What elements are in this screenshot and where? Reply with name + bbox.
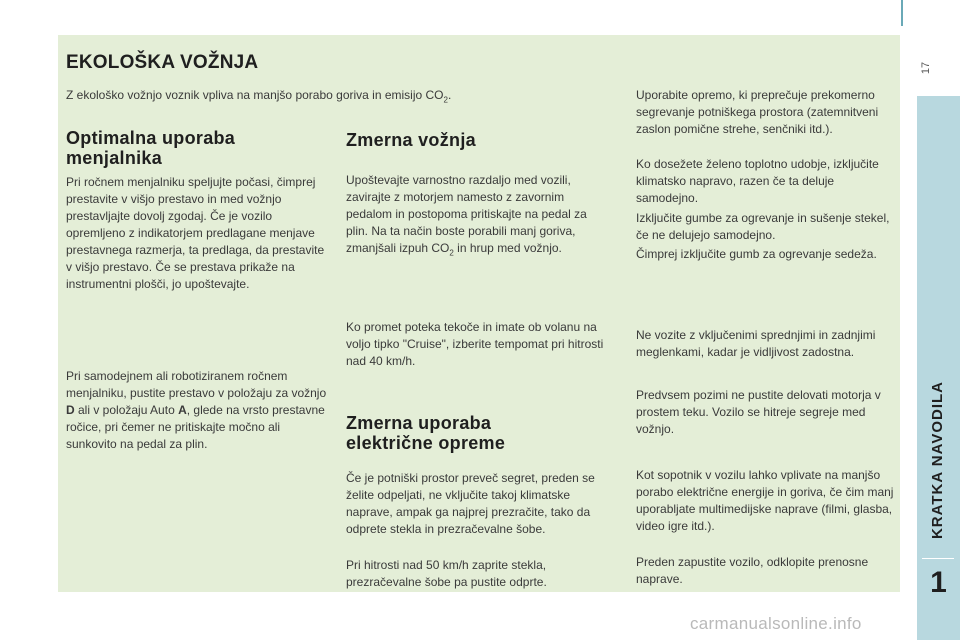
defrost-paragraph: Izključite gumbe za ogrevanje in sušenje stekel, če ne delujejo samodejno. — [636, 211, 890, 242]
moderate-driving-subscript: 2 — [449, 248, 454, 258]
portable-devices-paragraph: Preden zapustite vozilo, odklopite prenosne naprave. — [636, 555, 869, 586]
chapter-number: 1 — [930, 566, 947, 599]
gearbox-manual-paragraph: Pri ročnem menjalniku speljujte počasi, čimprej prestavite v višjo prestavo in med vožnjo prestavljajte dovolj zgodaj. Če je vozilo opremljeno z indikatorjem predlagane menjave prestavnega razmerja, ta predlaga, da prestavite v višjo prestavo. Če se prestava prikaže na instrumentni plošči, jo upoštevajte. — [66, 175, 325, 291]
fog-lights-paragraph: Ne vozite z vključenimi sprednjimi in zadnjimi meglenkami, kadar je vidljivost zadostna. — [636, 328, 876, 359]
intro-text — [66, 87, 586, 104]
sidebar-divider — [922, 558, 954, 559]
idle-paragraph: Predvsem pozimi ne pustite delovati motorja v prostem teku. Vozilo se hitreje segreje med vožnjo. — [636, 388, 881, 436]
gearbox-auto-text-e: , glede na vrsto prestavne ročice, pri čemer ne pritiskajte močno ali sunkovito na pedal za plin. — [66, 403, 325, 451]
heading-gearbox-line1: Optimalna uporaba — [66, 128, 236, 148]
multimedia-paragraph: Kot sopotnik v vozilu lahko vplivate na manjšo porabo električne energije in goriva, če čim manj uporabljate multimedijske naprave (filmi, glasba, video igre itd.). — [636, 468, 894, 533]
ventilation-paragraph: Če je potniški prostor preveč segret, preden se želite odpeljati, ne vključite takoj klimatske naprave, ampak ga najprej prezračite, tako da odprete stekla in prezračevalne šobe. — [346, 471, 595, 536]
gearbox-auto-text-c: ali v položaju Auto — [74, 403, 179, 417]
climate-off-paragraph: Ko dosežete želeno toplotno udobje, izključite klimatsko napravo, razen če ta deluje samodejno. — [636, 157, 879, 205]
intro-text-tail: . — [447, 88, 452, 102]
windows-paragraph: Pri hitrosti nad 50 km/h zaprite stekla, prezračevalne šobe pa pustite odprte. — [346, 558, 547, 589]
heading-gearbox-line2: menjalnika — [66, 148, 163, 168]
page-number: 17 — [920, 61, 932, 75]
top-accent-line — [901, 0, 903, 26]
intro-text-main: Z ekološko vožnjo voznik vpliva na manjšo porabo goriva in emisijo CO — [66, 88, 444, 102]
moderate-driving-paragraph — [346, 172, 608, 257]
seat-heating-paragraph: Čimprej izključite gumb za ogrevanje sedeža. — [636, 247, 877, 261]
intro-subscript: 2 — [443, 95, 448, 105]
cruise-paragraph: Ko promet poteka tekoče in imate ob volanu na voljo tipko "Cruise", izberite tempomat pri hitrosti nad 40 km/h. — [346, 320, 604, 368]
sunshade-paragraph: Uporabite opremo, ki preprečuje prekomerno segrevanje potniškega prostora (zatemnitveni zaslon pomične strehe, senčniki itd.). — [636, 88, 879, 136]
page-title: EKOLOŠKA VOŽNJA — [66, 52, 259, 73]
gearbox-automatic-paragraph — [66, 368, 328, 453]
moderate-driving-text-b: in hrup med vožnjo. — [453, 241, 562, 255]
moderate-driving-text-a: Upoštevajte varnostno razdaljo med vozili, zavirajte z motorjem namesto z zavornim pedalom in postopoma pritiskajte na pedal za plin. Na ta način boste porabili manj goriva, zmanjšali izpuh CO — [346, 173, 587, 255]
gearbox-auto-text-a: Pri samodejnem ali robotiziranem ročnem menjalniku, pustite prestavo v položaju za vožnjo — [66, 369, 327, 400]
gear-d-label: D — [66, 403, 75, 417]
chapter-sidebar-label: KRATKA NAVODILA — [929, 380, 946, 540]
heading-electric-line1: Zmerna uporaba — [346, 413, 492, 433]
heading-gearbox — [66, 128, 316, 168]
gear-a-label: A — [178, 403, 187, 417]
heading-moderate-driving: Zmerna vožnja — [346, 130, 476, 150]
watermark: carmanualsonline.info — [690, 614, 862, 633]
heading-electric-equipment — [346, 413, 608, 453]
heading-electric-line2: električne opreme — [346, 433, 506, 453]
